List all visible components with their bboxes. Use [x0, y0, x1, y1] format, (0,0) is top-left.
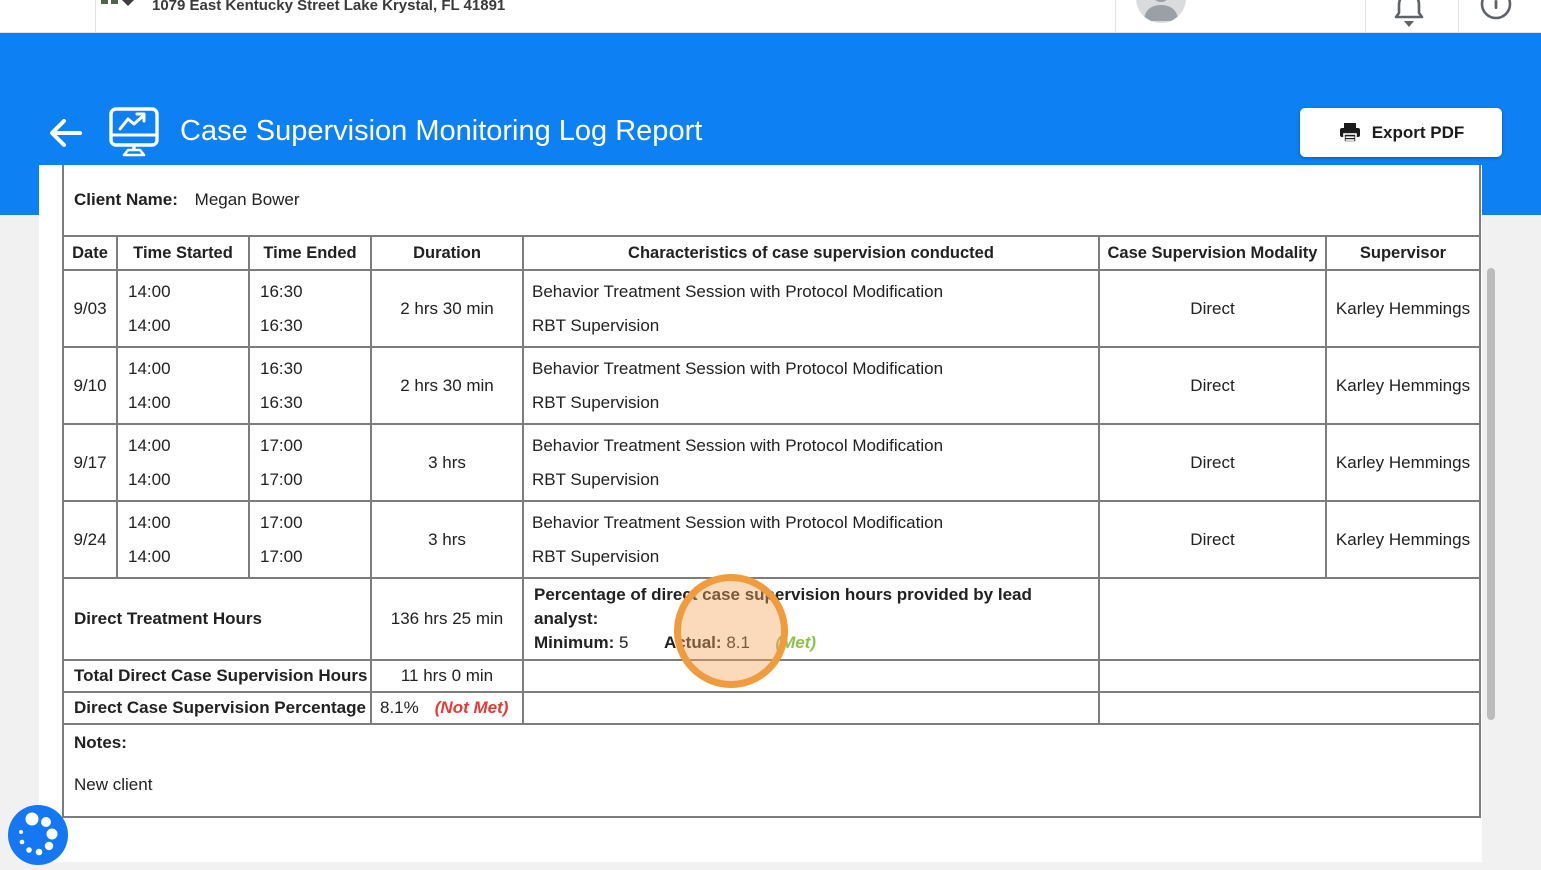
report-monitor-icon: [106, 104, 162, 165]
topbar-divider: [1458, 0, 1459, 32]
top-bar: [0, 0, 1541, 33]
cell-date: 9/03: [63, 270, 117, 347]
client-name-label: Client Name:: [74, 190, 178, 209]
minimum-label: Minimum:: [534, 633, 615, 652]
notes-label: Notes:: [74, 733, 127, 752]
actual-value: 8.1: [726, 633, 750, 652]
back-button[interactable]: [46, 113, 86, 153]
table-row: [63, 501, 1480, 578]
table-header-row: [63, 236, 1480, 270]
col-header-date: Date: [63, 236, 117, 270]
actual-label: Actual:: [663, 633, 722, 652]
cell-duration: 3 hrs: [371, 501, 523, 578]
met-status-badge: (Met): [775, 633, 817, 652]
total-supervision-hours-value: 11 hrs 0 min: [371, 660, 523, 692]
client-name-value: Megan Bower: [194, 190, 300, 209]
table-row: [63, 347, 1480, 424]
supervision-percentage-row: [63, 692, 1480, 724]
printer-icon: [1338, 121, 1362, 145]
person-icon: [1136, 0, 1186, 23]
direct-treatment-hours-value: 136 hrs 25 min: [371, 578, 523, 660]
cell-modality: Direct: [1099, 424, 1326, 501]
notifications-bell-icon[interactable]: [1391, 0, 1427, 35]
supervision-percentage-label: Direct Case Supervision Percentage: [63, 692, 371, 724]
cell-characteristics: Behavior Treatment Session with Protocol Modification RBT Supervision: [523, 501, 1099, 578]
cell-characteristics: Behavior Treatment Session with Protocol Modification RBT Supervision: [523, 424, 1099, 501]
supervision-log-table: [62, 165, 1481, 818]
user-avatar[interactable]: [1136, 0, 1186, 23]
topbar-divider: [1115, 0, 1116, 32]
cell-date: 9/24: [63, 501, 117, 578]
cell-supervisor: Karley Hemmings: [1326, 424, 1480, 501]
minimum-value: 5: [619, 633, 629, 652]
report-panel: [39, 165, 1482, 862]
col-header-time-ended: Time Ended: [249, 236, 371, 270]
cell-supervisor: Karley Hemmings: [1326, 501, 1480, 578]
clinic-address: 1079 East Kentucky Street Lake Krystal, FL 41891: [152, 0, 506, 14]
col-header-supervisor: Supervisor: [1326, 236, 1480, 270]
supervision-percentage-value: 8.1% (Not Met): [371, 692, 523, 724]
cell-time-ended: 16:30 16:30: [249, 270, 371, 347]
location-icon: [101, 0, 108, 4]
topbar-divider: [95, 0, 96, 32]
page-title: Case Supervision Monitoring Log Report: [180, 115, 703, 147]
client-name-row: [63, 165, 1480, 236]
table-row: [63, 424, 1480, 501]
info-icon[interactable]: [1478, 0, 1514, 29]
cell-time-ended: 17:00 17:00: [249, 424, 371, 501]
feedback-widget-button[interactable]: [8, 805, 68, 865]
lead-analyst-heading: Percentage of direct case supervision hours provided by lead analyst:: [534, 585, 1032, 628]
cell-duration: 3 hrs: [371, 424, 523, 501]
location-icon: [111, 0, 118, 4]
col-header-characteristics: Characteristics of case supervision conducted: [523, 236, 1099, 270]
cell-modality: Direct: [1099, 347, 1326, 424]
cell-duration: 2 hrs 30 min: [371, 270, 523, 347]
cell-time-started: 14:00 14:00: [117, 347, 249, 424]
dots-spinner-icon: [8, 805, 68, 865]
cell-time-ended: 16:30 16:30: [249, 347, 371, 424]
table-row: [63, 270, 1480, 347]
cell-characteristics: Behavior Treatment Session with Protocol Modification RBT Supervision: [523, 347, 1099, 424]
notes-row: [63, 724, 1480, 817]
export-pdf-button[interactable]: [1300, 108, 1502, 157]
cell-date: 9/10: [63, 347, 117, 424]
not-met-status-badge: (Not Met): [434, 698, 509, 717]
col-header-duration: Duration: [371, 236, 523, 270]
cell-time-started: 14:00 14:00: [117, 270, 249, 347]
cell-time-started: 14:00 14:00: [117, 501, 249, 578]
direct-treatment-hours-row: [63, 578, 1480, 660]
total-supervision-hours-label: Total Direct Case Supervision Hours: [63, 660, 371, 692]
lead-analyst-percentage-cell: [523, 578, 1099, 660]
arrow-left-icon: [46, 113, 86, 153]
cell-supervisor: Karley Hemmings: [1326, 270, 1480, 347]
cell-time-started: 14:00 14:00: [117, 424, 249, 501]
col-header-time-started: Time Started: [117, 236, 249, 270]
topbar-divider: [1365, 0, 1366, 32]
direct-treatment-hours-label: Direct Treatment Hours: [63, 578, 371, 660]
cell-supervisor: Karley Hemmings: [1326, 347, 1480, 424]
cell-characteristics: Behavior Treatment Session with Protocol Modification RBT Supervision: [523, 270, 1099, 347]
cell-modality: Direct: [1099, 270, 1326, 347]
cell-duration: 2 hrs 30 min: [371, 347, 523, 424]
col-header-modality: Case Supervision Modality: [1099, 236, 1326, 270]
total-supervision-hours-row: [63, 660, 1480, 692]
vertical-scrollbar[interactable]: [1487, 268, 1495, 720]
chevron-down-icon[interactable]: [122, 0, 134, 6]
notes-value: New client: [74, 775, 153, 794]
cell-date: 9/17: [63, 424, 117, 501]
cell-modality: Direct: [1099, 501, 1326, 578]
cell-time-ended: 17:00 17:00: [249, 501, 371, 578]
export-pdf-label: Export PDF: [1371, 122, 1465, 142]
